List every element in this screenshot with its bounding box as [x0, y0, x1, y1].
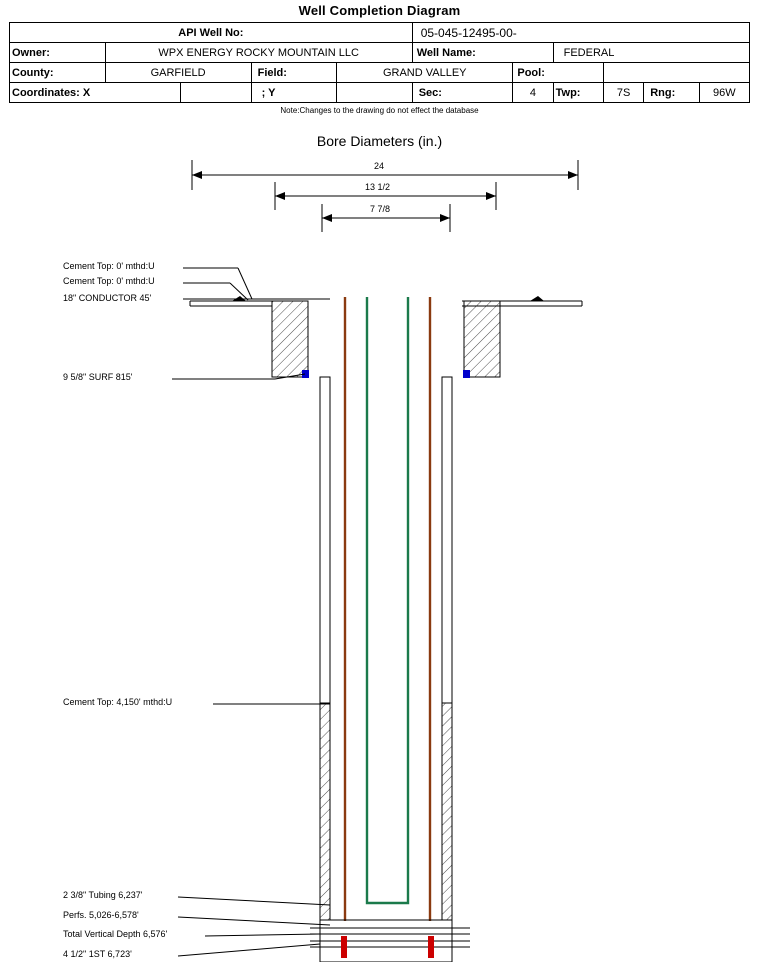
- surface-shoe-right: [463, 370, 470, 378]
- annotation-cement-top-4150: Cement Top: 4,150' mthd:U: [63, 697, 173, 707]
- owner-value: WPX ENERGY ROCKY MOUNTAIN LLC: [105, 43, 412, 63]
- perforations-right: [428, 936, 434, 958]
- leader-line: [230, 283, 248, 300]
- coordinates-label: Coordinates: X: [10, 83, 181, 103]
- leader-line: [178, 944, 320, 956]
- bottom-hole-box: [320, 920, 452, 962]
- surface-annulus-left: [320, 377, 330, 920]
- production-cement-right: [442, 703, 452, 920]
- ground-line-right: [462, 296, 582, 306]
- rng-label: Rng:: [644, 83, 699, 103]
- coordinates-y-label: ; Y: [251, 83, 337, 103]
- leader-line: [178, 897, 330, 905]
- sec-label: Sec:: [412, 83, 513, 103]
- county-label: County:: [10, 63, 106, 83]
- surface-shoe-left: [302, 370, 309, 378]
- annotation-conductor: 18" CONDUCTOR 45': [63, 293, 152, 303]
- ground-line-left: [190, 296, 272, 306]
- coordinates-y-value: [337, 83, 413, 103]
- bore-dim-7-label: 7 7/8: [370, 204, 391, 214]
- rng-value: 96W: [699, 83, 749, 103]
- bore-dim-13-label: 13 1/2: [365, 182, 391, 192]
- pool-value: [603, 63, 749, 83]
- table-row: [10, 83, 750, 103]
- leader-line: [178, 917, 330, 925]
- annotation-cement-top-1: Cement Top: 0' mthd:U: [63, 261, 155, 271]
- twp-value: 7S: [603, 83, 643, 103]
- owner-label: Owner:: [10, 43, 106, 63]
- pool-label: Pool:: [513, 63, 604, 83]
- annotation-production-casing: 4 1/2" 1ST 6,723': [63, 949, 132, 959]
- surface-annulus-right: [442, 377, 452, 920]
- bore-dim-24-label: 24: [374, 161, 385, 171]
- field-label: Field:: [251, 63, 337, 83]
- coordinates-x-value: [181, 83, 251, 103]
- annotation-tvd: Total Vertical Depth 6,576': [63, 929, 168, 939]
- drawing-note: Note:Changes to the drawing do not effect the database: [280, 106, 479, 115]
- well-name-value: FEDERAL: [553, 43, 749, 63]
- well-header-table: [9, 22, 750, 103]
- table-row: [10, 43, 750, 63]
- production-cement-left: [320, 703, 330, 920]
- annotation-perfs: Perfs. 5,026-6,578': [63, 910, 139, 920]
- perforations-left: [341, 936, 347, 958]
- annotation-cement-top-2: Cement Top: 0' mthd:U: [63, 276, 155, 286]
- tubing-string: [367, 297, 408, 903]
- table-row: [10, 23, 750, 43]
- well-name-label: Well Name:: [412, 43, 553, 63]
- field-value: GRAND VALLEY: [337, 63, 513, 83]
- twp-label: Twp:: [553, 83, 603, 103]
- api-well-no-label: API Well No:: [10, 23, 413, 43]
- leader-line: [275, 374, 305, 379]
- leader-line: [205, 934, 320, 936]
- county-value: GARFIELD: [105, 63, 251, 83]
- annotation-surface-casing: 9 5/8" SURF 815': [63, 372, 133, 382]
- api-well-no-value: 05-045-12495-00-: [412, 23, 749, 43]
- leader-line: [238, 268, 252, 299]
- table-row: [10, 63, 750, 83]
- conductor-cement-left: [272, 301, 308, 377]
- bore-diameters-title: Bore Diameters (in.): [316, 133, 443, 149]
- annotation-tubing: 2 3/8" Tubing 6,237': [63, 890, 143, 900]
- sec-value: 4: [513, 83, 553, 103]
- conductor-cement-right: [464, 301, 500, 377]
- page-title: Well Completion Diagram: [298, 3, 461, 18]
